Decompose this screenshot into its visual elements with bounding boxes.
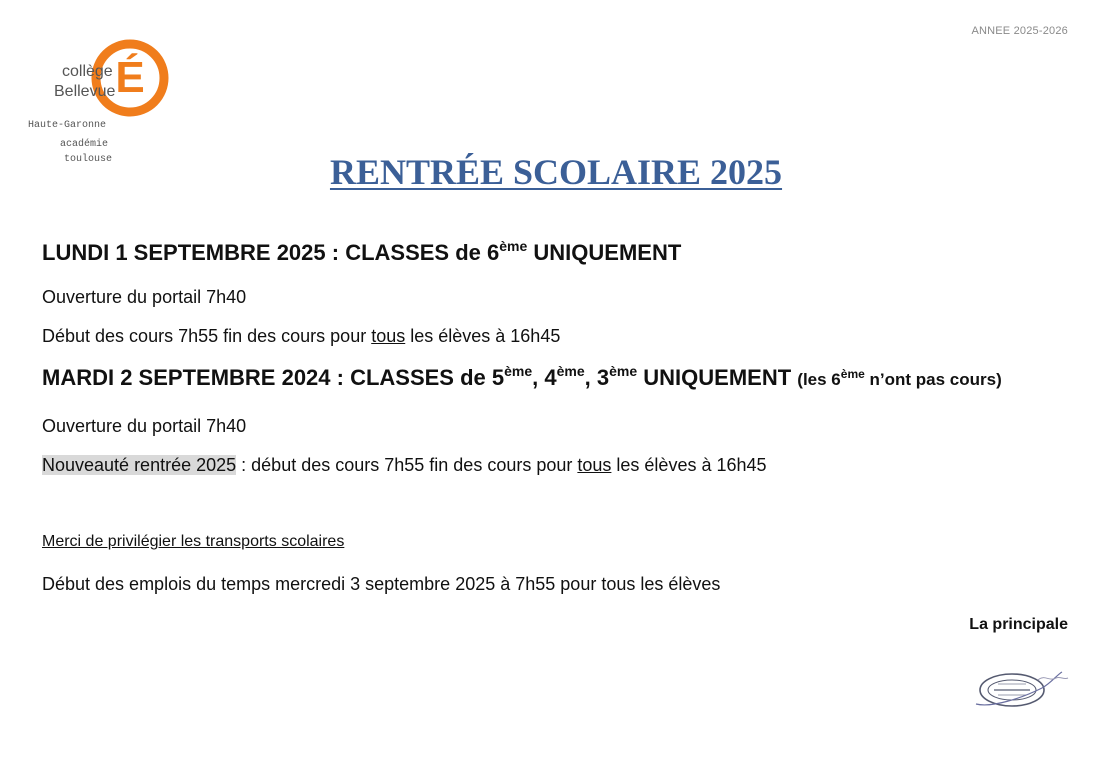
page-title: RENTRÉE SCOLAIRE 2025 <box>329 152 783 192</box>
logo-academy-text: académie <box>60 139 109 150</box>
logo-bellevue-text: Bellevue <box>54 83 116 100</box>
monday-gate-opening: Ouverture du portail 7h40 <box>42 287 247 307</box>
logo-city-text: toulouse <box>64 154 113 165</box>
monday-class-hours: Début des cours 7h55 fin des cours pour tous les élèves à 16h45 <box>42 326 561 346</box>
college-bellevue-logo <box>26 22 176 167</box>
transport-note: Merci de privilégier les transports scolaires <box>42 533 345 550</box>
tuesday-heading: MARDI 2 SEPTEMBRE 2024 : CLASSES de 5ème, 4ème, 3ème UNIQUEMENT (les 6ème n’ont pas cours) <box>42 363 1002 390</box>
logo-letter: É <box>115 53 145 102</box>
tuesday-class-hours: Nouveauté rentrée 2025 : début des cours 7h55 fin des cours pour tous les élèves à 16h45 <box>42 455 767 475</box>
monday-heading: LUNDI 1 SEPTEMBRE 2025 : CLASSES de 6ème UNIQUEMENT <box>42 238 682 265</box>
signature-label: La principale <box>969 616 1068 633</box>
timetable-start: Début des emplois du temps mercredi 3 septembre 2025 à 7h55 pour tous les élèves <box>42 574 721 594</box>
news-highlight: Nouveauté rentrée 2025 <box>42 455 237 475</box>
logo-college-text: collège <box>62 63 113 80</box>
school-year-label: ANNEE 2025-2026 <box>971 25 1068 37</box>
tuesday-gate-opening: Ouverture du portail 7h40 <box>42 416 247 436</box>
school-stamp-signature <box>972 664 1072 720</box>
logo-region-text: Haute-Garonne <box>28 120 107 131</box>
